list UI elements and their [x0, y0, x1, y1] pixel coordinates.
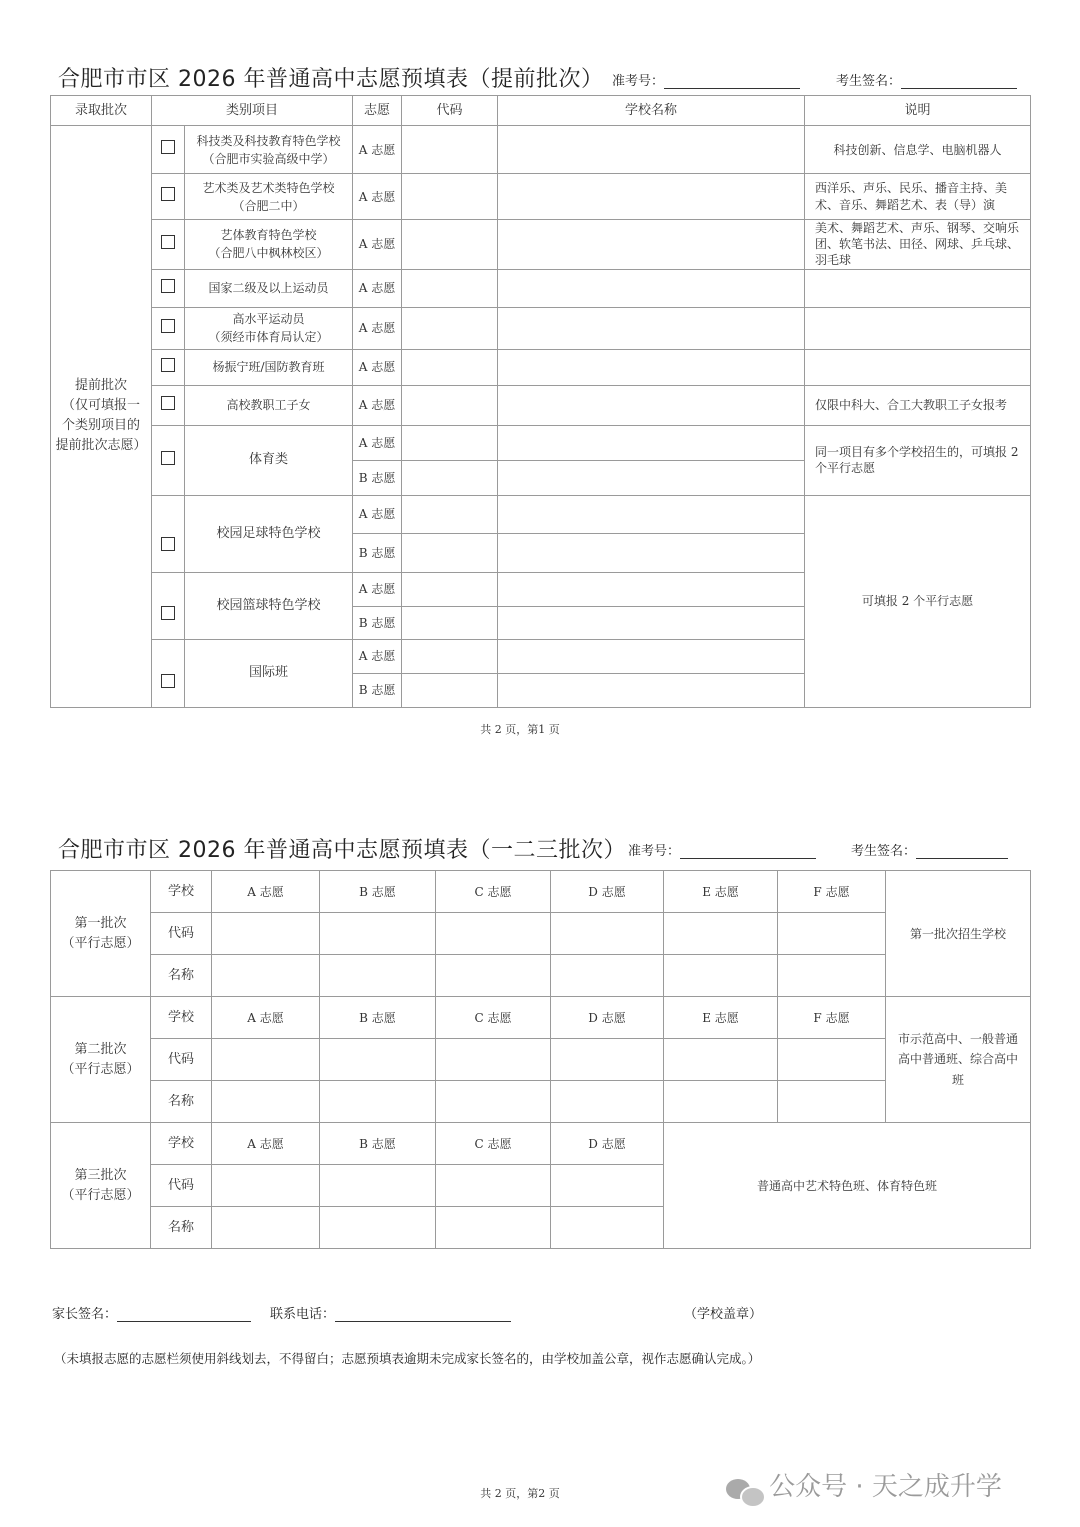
name-input-cell[interactable] [212, 955, 320, 997]
category-cell [185, 307, 353, 349]
code-input-cell[interactable] [320, 1165, 436, 1207]
category-cell [185, 126, 353, 174]
code-input-cell[interactable] [402, 174, 498, 220]
code-input-cell[interactable] [212, 1165, 320, 1207]
page1-title: 合肥市市区 2026 年普通高中志愿预填表（提前批次） [58, 67, 604, 92]
name-input-cell[interactable] [551, 955, 664, 997]
code-input-cell[interactable] [436, 1039, 551, 1081]
select-checkbox[interactable] [161, 279, 175, 293]
batch-label-line: 个类别项目的 [61, 418, 140, 434]
code-input-cell[interactable] [402, 126, 498, 174]
table-row [51, 913, 1031, 955]
row-note [805, 269, 1031, 307]
batch-note: 市示范高中、一般普通高中普通班、综合高中班 [886, 997, 1031, 1123]
category-sublabel: （合肥二中） [232, 198, 305, 213]
row-note [805, 307, 1031, 349]
table-header-row [51, 96, 1031, 126]
name-input-cell[interactable] [320, 1207, 436, 1249]
select-checkbox[interactable] [161, 187, 175, 201]
code-input-cell[interactable] [402, 307, 498, 349]
name-input-cell[interactable] [212, 1081, 320, 1123]
choice-label: B 志愿 [320, 997, 436, 1039]
choice-label: A 志愿 [353, 572, 402, 606]
choice-label: A 志愿 [353, 349, 402, 385]
name-input-cell[interactable] [778, 955, 886, 997]
choice-label: E 志愿 [664, 997, 778, 1039]
parent-sign-field[interactable] [117, 1305, 251, 1322]
school-name-input-cell[interactable] [498, 639, 805, 673]
row-label: 代码 [151, 1039, 212, 1081]
signature-field[interactable] [901, 72, 1017, 89]
choice-label: D 志愿 [551, 1123, 664, 1165]
school-name-input-cell[interactable] [498, 307, 805, 349]
code-input-cell[interactable] [320, 913, 436, 955]
category-label: 杨振宁班/国防教育班 [185, 349, 353, 385]
row-label: 代码 [151, 1165, 212, 1207]
checkbox-cell [152, 639, 185, 707]
batch-note: 第一批次招生学校 [886, 871, 1031, 997]
category-cell [185, 220, 353, 270]
code-input-cell[interactable] [664, 1039, 778, 1081]
col-header-code: 代码 [402, 96, 498, 126]
checkbox-cell [152, 307, 185, 349]
checkbox-cell [152, 220, 185, 270]
phone-field[interactable] [335, 1305, 511, 1322]
checkbox-cell [152, 174, 185, 220]
batch-label-early [51, 126, 152, 708]
school-name-input-cell[interactable] [498, 533, 805, 572]
select-checkbox[interactable] [161, 319, 175, 333]
category-cell [185, 174, 353, 220]
school-name-input-cell[interactable] [498, 349, 805, 385]
batch-sub: （平行志愿） [61, 935, 140, 951]
choice-label: A 志愿 [353, 269, 402, 307]
code-input-cell[interactable] [402, 425, 498, 460]
select-checkbox[interactable] [161, 674, 175, 688]
parent-signature [52, 1303, 251, 1322]
checkbox-cell [152, 572, 185, 639]
batch-note: 普通高中艺术特色班、体育特色班 [664, 1123, 1031, 1249]
name-input-cell[interactable] [320, 955, 436, 997]
table-row [51, 1123, 1031, 1165]
code-input-cell[interactable] [402, 533, 498, 572]
choice-label: C 志愿 [436, 997, 551, 1039]
code-input-cell[interactable] [436, 1165, 551, 1207]
choice-label: C 志愿 [436, 1123, 551, 1165]
category-label: 高校教职工子女 [185, 385, 353, 425]
table-row [51, 955, 1031, 997]
category-sublabel: （须经市体育局认定） [208, 330, 329, 345]
page2-signature [851, 840, 1008, 859]
choice-label: B 志愿 [320, 1123, 436, 1165]
school-name-input-cell[interactable] [498, 126, 805, 174]
category-label: 高水平运动员 [232, 312, 305, 327]
choice-label: A 志愿 [353, 220, 402, 270]
signature-label: 考生签名： [836, 74, 902, 89]
table-row [51, 1039, 1031, 1081]
page2-footer: 共 2 页，第2 页 [480, 1487, 560, 1500]
choice-label: A 志愿 [353, 495, 402, 533]
batch-sub: （平行志愿） [61, 1187, 140, 1203]
select-checkbox[interactable] [161, 451, 175, 465]
page1-footer: 共 2 页，第1 页 [480, 723, 560, 736]
code-input-cell[interactable] [402, 460, 498, 495]
batch-label-line: 提前批次 [74, 378, 127, 393]
col-header-school-name: 学校名称 [498, 96, 805, 126]
watermark-text: 公众号 · 天之成升学 [769, 1472, 1002, 1502]
code-input-cell[interactable] [212, 1039, 320, 1081]
row-note [805, 349, 1031, 385]
choice-label: D 志愿 [551, 871, 664, 913]
category-label: 艺体教育特色学校 [220, 228, 317, 243]
choice-label: F 志愿 [778, 997, 886, 1039]
col-header-batch: 录取批次 [51, 96, 152, 126]
checkbox-cell [152, 425, 185, 495]
choice-label: A 志愿 [212, 1123, 320, 1165]
school-name-input-cell[interactable] [498, 425, 805, 460]
name-input-cell[interactable] [664, 955, 778, 997]
category-label: 艺术类及艺术类特色学校 [202, 180, 335, 195]
choice-label: B 志愿 [353, 673, 402, 707]
category-label: 科技类及科技教育特色学校 [196, 133, 341, 148]
school-name-input-cell[interactable] [498, 673, 805, 707]
name-input-cell[interactable] [436, 955, 551, 997]
row-label: 代码 [151, 913, 212, 955]
page1-signature [836, 70, 1017, 89]
select-checkbox[interactable] [161, 537, 175, 551]
code-input-cell[interactable] [320, 1039, 436, 1081]
category-sublabel: （合肥市实验高级中学） [202, 151, 335, 166]
category-label: 校园足球特色学校 [185, 495, 353, 572]
choice-label: A 志愿 [353, 307, 402, 349]
batch-name: 第三批次 [74, 1168, 127, 1183]
choice-label: B 志愿 [353, 533, 402, 572]
batch-label-line: 提前批次志愿） [55, 438, 147, 454]
batch-name: 第二批次 [74, 1042, 127, 1057]
select-checkbox[interactable] [161, 358, 175, 372]
batch-label [51, 1123, 151, 1249]
page2-title: 合肥市市区 2026 年普通高中志愿预填表（一二三批次） [58, 838, 626, 863]
code-input-cell[interactable] [664, 913, 778, 955]
category-label: 国家二级及以上运动员 [185, 269, 353, 307]
page1-exam-no [612, 70, 800, 89]
school-name-input-cell[interactable] [498, 495, 805, 533]
name-input-cell[interactable] [436, 1207, 551, 1249]
code-input-cell[interactable] [778, 1039, 886, 1081]
choice-label: A 志愿 [212, 871, 320, 913]
col-header-category: 类别项目 [152, 96, 353, 126]
row-note: 美术、舞蹈艺术、声乐、钢琴、交响乐团、软笔书法、田径、网球、乒乓球、羽毛球 [805, 220, 1031, 270]
choice-label: A 志愿 [353, 639, 402, 673]
school-name-input-cell[interactable] [498, 220, 805, 270]
table-row [51, 1081, 1031, 1123]
select-checkbox[interactable] [161, 396, 175, 410]
row-label: 学校 [151, 1123, 212, 1165]
name-input-cell[interactable] [320, 1081, 436, 1123]
batch-label [51, 871, 151, 997]
row-label: 学校 [151, 997, 212, 1039]
school-name-input-cell[interactable] [498, 385, 805, 425]
school-name-input-cell[interactable] [498, 460, 805, 495]
category-label: 校园篮球特色学校 [185, 572, 353, 639]
category-label: 体育类 [185, 425, 353, 495]
regular-batches-table [50, 870, 1031, 1249]
select-checkbox[interactable] [161, 606, 175, 620]
code-input-cell[interactable] [402, 639, 498, 673]
phone-label: 联系电话： [270, 1307, 336, 1322]
choice-label: F 志愿 [778, 871, 886, 913]
col-header-choice: 志愿 [353, 96, 402, 126]
contact-phone [270, 1303, 511, 1322]
code-input-cell[interactable] [436, 913, 551, 955]
checkbox-cell [152, 126, 185, 174]
table-row [51, 425, 1031, 460]
code-input-cell[interactable] [402, 606, 498, 639]
table-row [51, 871, 1031, 913]
school-stamp-label: （学校盖章） [684, 1307, 763, 1322]
choice-label: D 志愿 [551, 997, 664, 1039]
col-header-notes: 说明 [805, 96, 1031, 126]
choice-label: A 志愿 [212, 997, 320, 1039]
merged-note: 可填报 2 个平行志愿 [805, 495, 1031, 707]
checkbox-cell [152, 269, 185, 307]
select-checkbox[interactable] [161, 235, 175, 249]
choice-label: B 志愿 [320, 871, 436, 913]
exam-no-field[interactable] [680, 842, 816, 859]
choice-label: B 志愿 [353, 460, 402, 495]
row-note: 西洋乐、声乐、民乐、播音主持、美术、音乐、舞蹈艺术、表（导）演 [805, 174, 1031, 220]
code-input-cell[interactable] [402, 495, 498, 533]
parent-sign-label: 家长签名： [52, 1307, 118, 1322]
checkbox-cell [152, 495, 185, 572]
category-sublabel: （合肥八中枫林校区） [208, 246, 329, 261]
table-row [51, 307, 1031, 349]
table-row [51, 495, 1031, 533]
table-row [51, 349, 1031, 385]
name-input-cell[interactable] [778, 1081, 886, 1123]
exam-no-label: 准考号： [628, 844, 681, 859]
choice-label: A 志愿 [353, 385, 402, 425]
page2-exam-no [628, 840, 816, 859]
signature-field[interactable] [916, 842, 1008, 859]
exam-no-field[interactable] [664, 72, 800, 89]
table-row [51, 126, 1031, 174]
table-row [51, 385, 1031, 425]
name-input-cell[interactable] [436, 1081, 551, 1123]
table-row [51, 220, 1031, 270]
school-name-input-cell[interactable] [498, 269, 805, 307]
choice-label: A 志愿 [353, 425, 402, 460]
name-input-cell[interactable] [551, 1081, 664, 1123]
code-input-cell[interactable] [402, 673, 498, 707]
code-input-cell[interactable] [551, 1039, 664, 1081]
early-batch-table [50, 95, 1031, 708]
code-input-cell[interactable] [402, 269, 498, 307]
watermark [726, 1466, 1002, 1505]
code-input-cell[interactable] [551, 1165, 664, 1207]
choice-label: A 志愿 [353, 126, 402, 174]
row-label: 名称 [151, 1081, 212, 1123]
batch-sub: （平行志愿） [61, 1061, 140, 1077]
checkbox-cell [152, 385, 185, 425]
signature-label: 考生签名： [851, 844, 917, 859]
batch-label [51, 997, 151, 1123]
row-label: 学校 [151, 871, 212, 913]
code-input-cell[interactable] [402, 572, 498, 606]
code-input-cell[interactable] [551, 913, 664, 955]
row-label: 名称 [151, 955, 212, 997]
category-label: 国际班 [185, 639, 353, 707]
wechat-icon [726, 1477, 764, 1505]
table-row [51, 174, 1031, 220]
choice-label: B 志愿 [353, 606, 402, 639]
select-checkbox[interactable] [161, 140, 175, 154]
instructions-text: （未填报志愿的志愿栏须使用斜线划去，不得留白；志愿预填表逾期未完成家长签名的，由学校加盖公章，视作志愿确认完成。） [54, 1351, 761, 1366]
school-name-input-cell[interactable] [498, 572, 805, 606]
choice-label: C 志愿 [436, 871, 551, 913]
row-note: 科技创新、信息学、电脑机器人 [805, 126, 1031, 174]
school-name-input-cell[interactable] [498, 174, 805, 220]
table-row [51, 997, 1031, 1039]
code-input-cell[interactable] [402, 385, 498, 425]
batch-name: 第一批次 [74, 916, 127, 931]
name-input-cell[interactable] [664, 1081, 778, 1123]
name-input-cell[interactable] [551, 1207, 664, 1249]
checkbox-cell [152, 349, 185, 385]
row-note: 仅限中科大、合工大教职工子女报考 [805, 385, 1031, 425]
table-row [51, 269, 1031, 307]
code-input-cell[interactable] [778, 913, 886, 955]
batch-label-line: （仅可填报一 [61, 398, 140, 414]
name-input-cell[interactable] [212, 1207, 320, 1249]
row-note: 同一项目有多个学校招生的，可填报 2 个平行志愿 [805, 425, 1031, 495]
school-name-input-cell[interactable] [498, 606, 805, 639]
code-input-cell[interactable] [402, 220, 498, 270]
row-label: 名称 [151, 1207, 212, 1249]
code-input-cell[interactable] [402, 349, 498, 385]
choice-label: E 志愿 [664, 871, 778, 913]
code-input-cell[interactable] [212, 913, 320, 955]
exam-no-label: 准考号： [612, 74, 665, 89]
choice-label: A 志愿 [353, 174, 402, 220]
